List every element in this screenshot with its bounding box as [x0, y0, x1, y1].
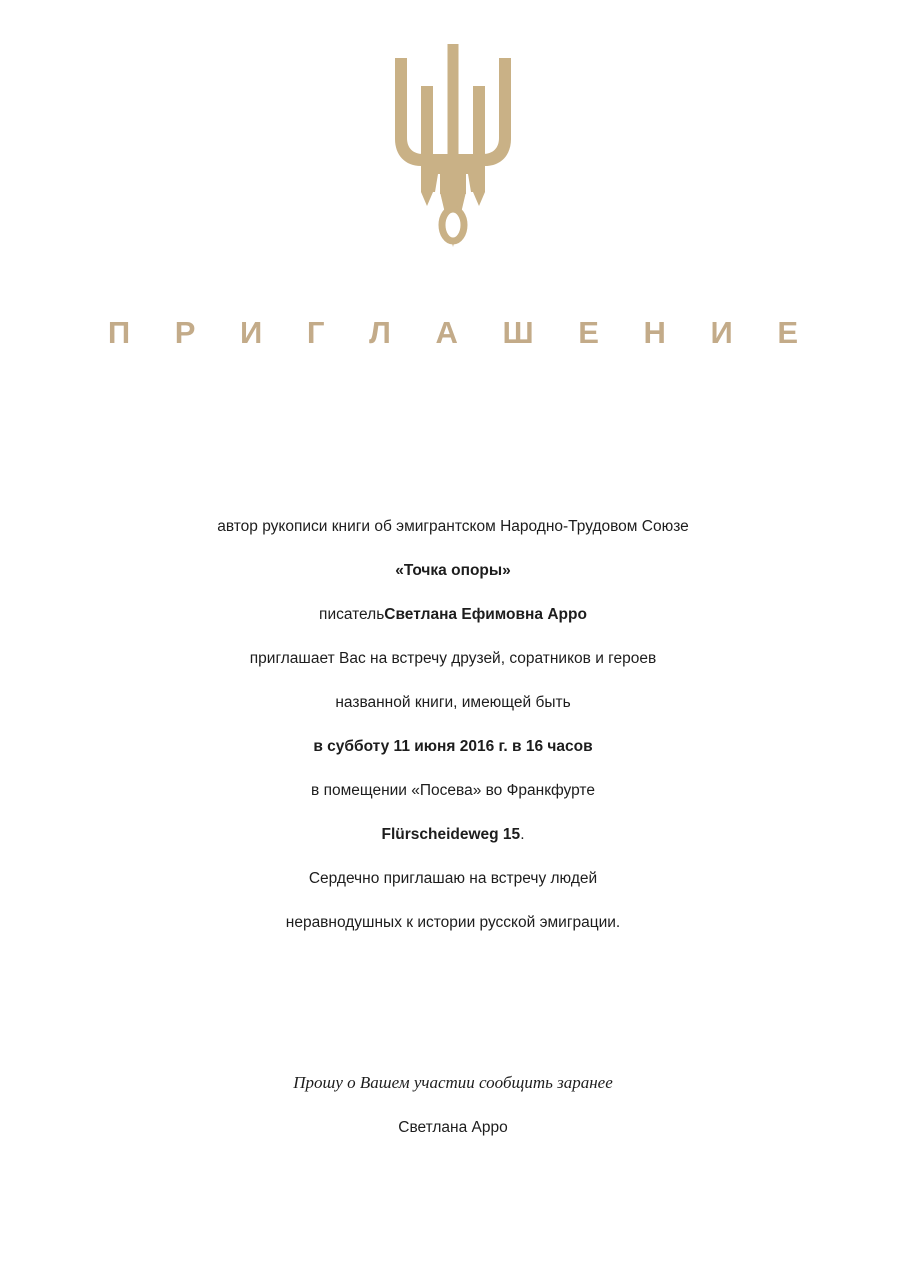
- author-name: Светлана Ефимовна Арро: [384, 606, 587, 624]
- ukrainian-trident-icon: [383, 42, 523, 247]
- author-prefix: писатель: [319, 606, 385, 624]
- body-line-author: [0, 593, 906, 637]
- invitation-body: [0, 505, 906, 945]
- body-line-1: автор рукописи книги об эмигрантском Народно-Трудовом Союзе: [217, 518, 689, 536]
- body-line-venue: в помещении «Посева» во Франкфурте: [311, 782, 595, 800]
- body-line-datetime: в субботу 11 июня 2016 г. в 16 часов: [313, 738, 593, 756]
- body-line-10: неравнодушных к истории русской эмиграции.: [285, 914, 621, 932]
- body-line-book-title: «Точка опоры»: [395, 562, 511, 580]
- address-street: Flürscheideweg 15: [381, 826, 521, 844]
- signature: Светлана Арро: [398, 1118, 508, 1136]
- rsvp-note: Прошу о Вашем участии сообщить заранее: [293, 1072, 613, 1092]
- body-line-address: [0, 813, 906, 857]
- invitation-footer: [0, 1060, 906, 1150]
- page-title: П Р И Г Л А Ш Е Н И Е: [107, 315, 817, 350]
- body-line-5: названной книги, имеющей быть: [335, 694, 571, 712]
- body-line-4: приглашает Вас на встречу друзей, соратников и героев: [249, 650, 657, 668]
- address-suffix: .: [520, 826, 525, 844]
- body-line-9: Сердечно приглашаю на встречу людей: [308, 870, 598, 888]
